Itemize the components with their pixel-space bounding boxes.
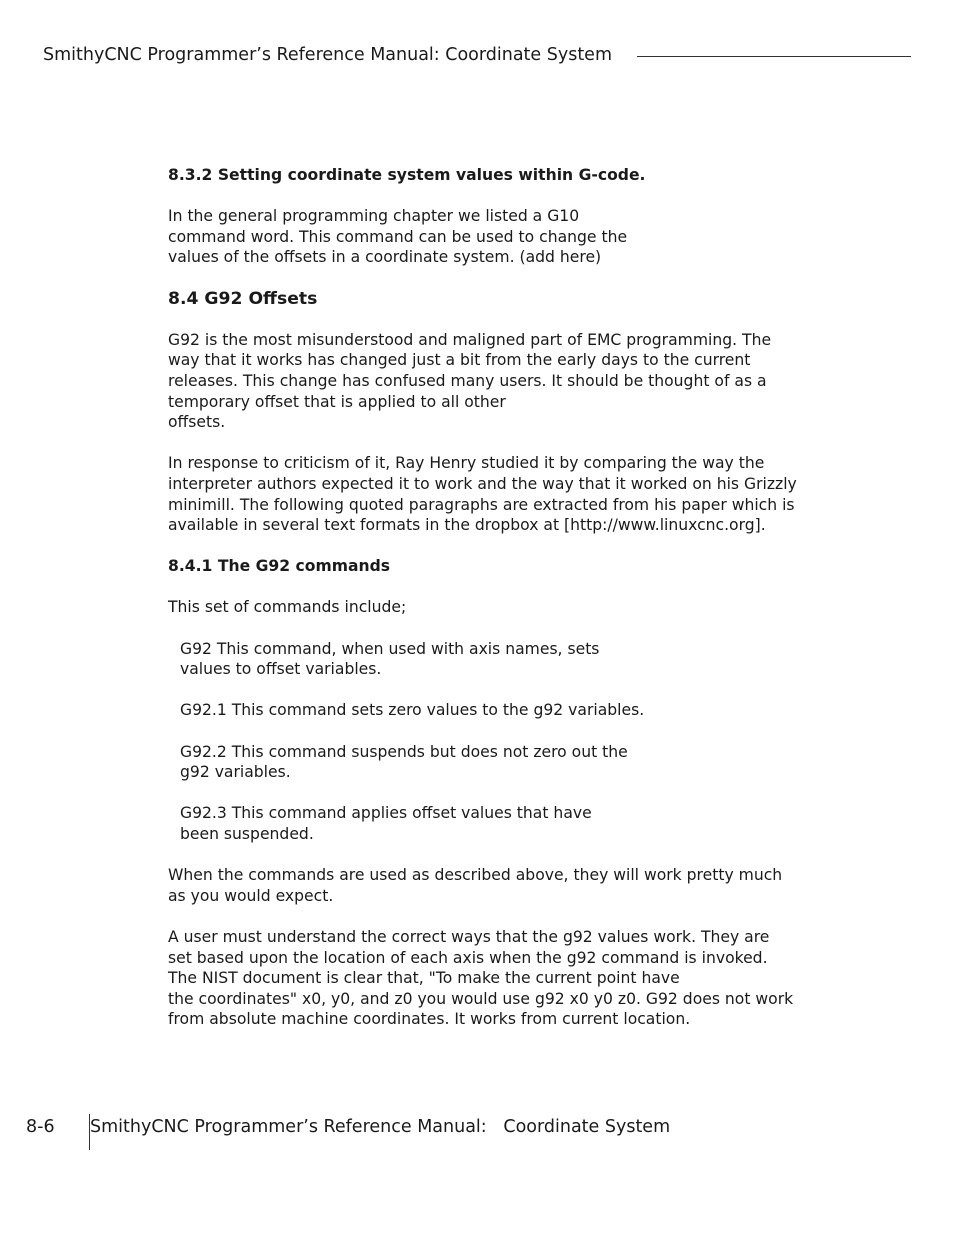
text-line: command word. This command can be used to change the: [168, 227, 628, 246]
paragraph-commands-intro: This set of commands include;: [168, 598, 407, 617]
page-header-title: SmithyCNC Programmer’s Reference Manual: Coordinate System: [43, 45, 612, 65]
paragraph-g92-intro: [168, 330, 808, 433]
command-item-g92: [168, 639, 808, 680]
text-line: A user must understand the correct ways that the g92 values work. They are: [168, 927, 770, 946]
text-line: When the commands are used as described above, they will work pretty much: [168, 866, 783, 885]
text-line: minimill. The following quoted paragraphs are extracted from his paper which is: [168, 495, 795, 514]
paragraph-g10: [168, 206, 808, 268]
page-content: [168, 165, 808, 1051]
paragraph-g92-values: [168, 927, 808, 1030]
text-line: set based upon the location of each axis when the g92 command is invoked.: [168, 948, 768, 967]
text-line: G92.1 This command sets zero values to the g92 variables.: [180, 701, 645, 720]
command-item-g92-2: [168, 742, 808, 783]
section-heading-8-4: 8.4 G92 Offsets: [168, 288, 318, 309]
command-item-g92-3: [168, 803, 808, 844]
text-line: interpreter authors expected it to work and the way that it worked on his Grizzly: [168, 474, 797, 493]
paragraph-expected-behavior: [168, 865, 808, 906]
text-line: values to offset variables.: [180, 660, 382, 679]
section-heading-8-3-2: 8.3.2 Setting coordinate system values within G-code.: [168, 166, 646, 184]
text-line: The NIST document is clear that, "To make the current point have: [168, 969, 680, 988]
text-line: from absolute machine coordinates. It works from current location.: [168, 1010, 691, 1029]
footer-title: SmithyCNC Programmer’s Reference Manual: Coordinate System: [90, 1117, 671, 1137]
header-rule: [637, 56, 911, 57]
text-line: G92 This command, when used with axis names, sets: [180, 639, 600, 658]
text-line: available in several text formats in the dropbox at [http://www.linuxcnc.org].: [168, 516, 766, 535]
command-item-g92-1: [168, 700, 808, 721]
text-line: g92 variables.: [180, 763, 291, 782]
text-line: values of the offsets in a coordinate system. (add here): [168, 248, 602, 267]
text-line: as you would expect.: [168, 886, 334, 905]
footer-page-number: 8-6: [26, 1117, 55, 1137]
text-line: the coordinates" x0, y0, and z0 you would use g92 x0 y0 z0. G92 does not work: [168, 989, 794, 1008]
text-line: G92.3 This command applies offset values that have: [180, 804, 592, 823]
text-line: way that it works has changed just a bit from the early days to the current: [168, 351, 751, 370]
text-line: been suspended.: [180, 825, 314, 843]
text-line: In response to criticism of it, Ray Henry studied it by comparing the way the: [168, 454, 765, 473]
text-line: G92.2 This command suspends but does not zero out the: [180, 742, 628, 761]
text-line: In the general programming chapter we listed a G10: [168, 207, 580, 226]
text-line: temporary offset that is applied to all other: [168, 392, 506, 411]
section-heading-8-4-1: 8.4.1 The G92 commands: [168, 557, 391, 576]
text-line: offsets.: [168, 413, 226, 432]
text-line: releases. This change has confused many users. It should be thought of as a: [168, 371, 767, 390]
text-line: G92 is the most misunderstood and maligned part of EMC programming. The: [168, 330, 772, 349]
paragraph-ray-henry: [168, 453, 808, 535]
